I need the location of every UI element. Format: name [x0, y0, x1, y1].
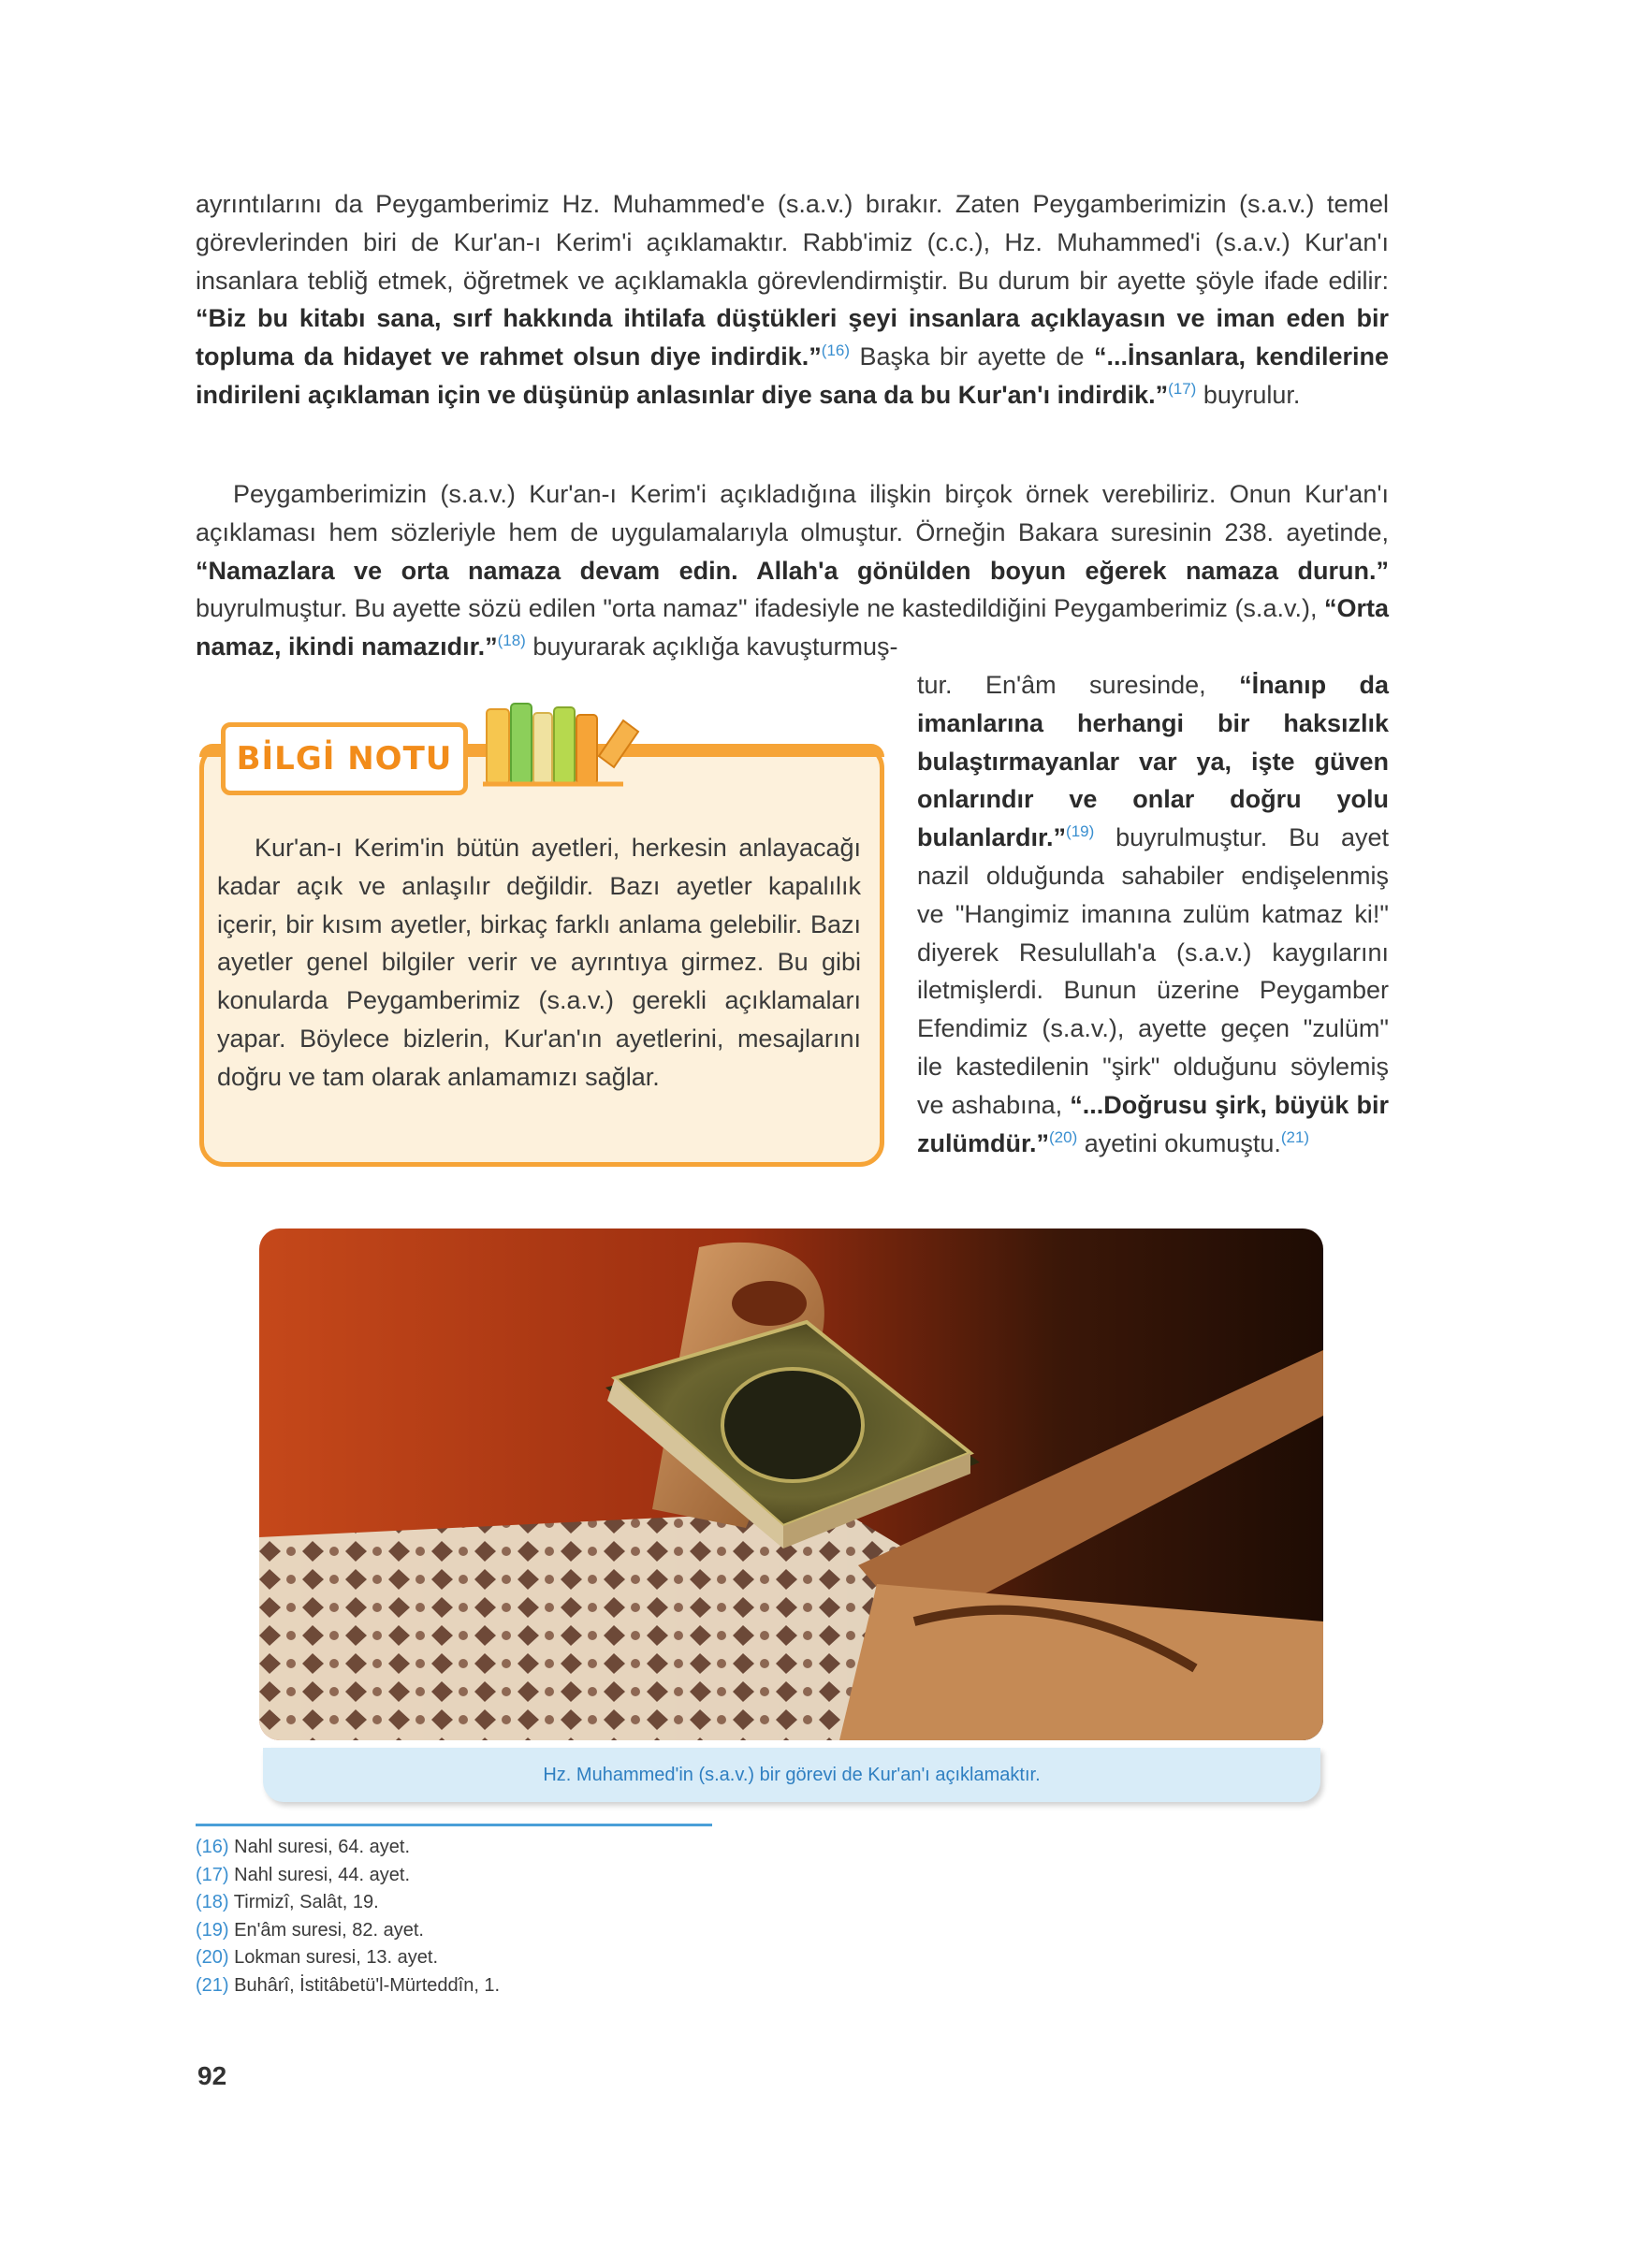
footnote-ref[interactable]: (20)	[1049, 1127, 1078, 1146]
books-icon	[483, 700, 651, 790]
paragraph-text: buyrulmuştur. Bu ayette sözü edilen "orta namaz" ifadesiyle ne kastedildiğini Peygamberimiz (s.a.v.),	[196, 594, 1324, 623]
paragraph-text: ayetini okumuştu.	[1077, 1128, 1281, 1157]
info-box-text: Kur'an-ı Kerim'in bütün ayetleri, herkesin anlayacağı kadar açık ve anlaşılır değildir. Bazı ayetler kapalılık içerir, bir kısım ayetler, birkaç farklı anlama gelebilir. Bazı ayetler genel bilgiler verir ve ayrıntıya girmez. Bu gibi konularda Peygamberimiz (s.a.v.) gerekli açıklamaları yapar. Böylece bizlerin, Kur'an'ın ayetlerini, mesajlarını doğru ve tam olarak anlamamızı sağlar.	[217, 834, 861, 1091]
paragraph-text: buyrulmuştur. Bu ayet nazil olduğunda sahabiler endişelenmiş ve "Hangimiz imanına zulüm katmaz ki!" diyerek Resulullah'a (s.a.v.) kaygılarını iletmişlerdi. Bunun üzerine Peygamber Efendimiz (s.a.v.), ayette geçen "zulüm" ile kastedilenin "şirk" olduğunu söylemiş ve ashabına,	[917, 823, 1389, 1119]
footnote-divider	[196, 1824, 712, 1826]
footnotes-list	[196, 1834, 500, 1999]
paragraph-text: buyurarak açıklığa kavuşturmuş-	[525, 632, 898, 662]
paragraph-text: Başka bir ayette de	[850, 342, 1094, 371]
quran-on-rahle-photo	[259, 1228, 1323, 1740]
footnote-number: (20)	[196, 1947, 229, 1968]
footnote-number: (18)	[196, 1892, 229, 1912]
footnote-item	[196, 1834, 500, 1862]
footnote-ref[interactable]: (21)	[1280, 1127, 1310, 1146]
footnote-ref[interactable]: (17)	[1168, 379, 1197, 398]
footnote-item	[196, 1917, 500, 1945]
paragraph-2	[196, 475, 1389, 666]
footnote-item	[196, 1972, 500, 2000]
quote-verse: “Biz bu kitabı sana, sırf hakkında ihtilafa düştükleri şeyi insanlara açıklayasın ve iman eden bir topluma da hidayet ve rahmet olsun diye indirdik.”	[196, 304, 1389, 371]
footnote-text: Buhârî, İstitâbetü'l-Mürteddîn, 1.	[234, 1974, 501, 1996]
paragraph-text: tur. En'âm suresinde,	[917, 671, 1240, 699]
paragraph-text: buyrulur.	[1196, 380, 1301, 409]
footnote-ref[interactable]: (16)	[821, 342, 851, 360]
footnote-item	[196, 1944, 500, 1972]
quran-image	[259, 1228, 1323, 1740]
footnote-item	[196, 1889, 500, 1917]
footnote-text: Tirmizî, Salât, 19.	[233, 1892, 379, 1912]
footnote-ref[interactable]: (19)	[1066, 822, 1095, 841]
quote-verse: “İnanıp da imanlarına herhangi bir haksızlık bulaştırmayanlar var ya, işte güven onlarındır ve onlar doğru yolu bulanlardır.”	[917, 671, 1389, 852]
footnote-text: En'âm suresi, 82. ayet.	[234, 1919, 424, 1941]
footnote-number: (21)	[196, 1974, 229, 1996]
paragraph-2-continued	[917, 666, 1389, 1162]
footnote-number: (17)	[196, 1864, 229, 1885]
quote-verse: “Namazlara ve orta namaza devam edin. Allah'a gönülden boyun eğerek namaza durun.”	[196, 556, 1389, 585]
footnote-ref[interactable]: (18)	[497, 632, 526, 650]
footnote-text: Nahl suresi, 64. ayet.	[234, 1837, 411, 1857]
page-number: 92	[197, 2061, 227, 2090]
quote-verse: “...İnsanlara, kendilerine indirileni açıklaman için ve düşünüp anlasınlar diye sana da bu Kur'an'ı indirdik.”	[196, 342, 1390, 409]
footnote-text: Nahl suresi, 44. ayet.	[234, 1864, 411, 1885]
paragraph-text: Peygamberimizin (s.a.v.) Kur'an-ı Kerim'i açıkladığına ilişkin birçok örnek verebiliriz. Onun Kur'an'ı açıklaması hem sözleriyle hem de uygulamalarıyla olmuştur. Örneğin Bakara suresinin 238. ayetinde,	[196, 480, 1389, 546]
paragraph-1	[196, 185, 1389, 414]
photo-caption: Hz. Muhammed'in (s.a.v.) bir görevi de Kur'an'ı açıklamaktır.	[263, 1748, 1320, 1802]
quote-verse: “...Doğrusu şirk, büyük bir zulümdür.”	[917, 1090, 1389, 1157]
footnote-text: Lokman suresi, 13. ayet.	[234, 1947, 439, 1968]
quote-hadith: “Orta namaz, ikindi namazıdır.”	[196, 594, 1389, 662]
info-box-title: BİLGİ NOTU	[221, 722, 468, 795]
footnote-number: (16)	[196, 1837, 229, 1857]
paragraph-text: ayrıntılarını da Peygamberimiz Hz. Muhammed'e (s.a.v.) bırakır. Zaten Peygamberimizin (s.a.v.) temel görevlerinden biri de Kur'an-ı Kerim'i açıklamaktır. Rabb'imiz (c.c.), Hz. Muhammed'i (s.a.v.) Kur'an'ı insanlara tebliğ etmek, öğretmek ve açıklamakla görevlendirmiştir. Bu durum bir ayette şöyle ifade edilir:	[196, 190, 1389, 295]
footnote-number: (19)	[196, 1919, 229, 1941]
footnote-item	[196, 1862, 500, 1890]
